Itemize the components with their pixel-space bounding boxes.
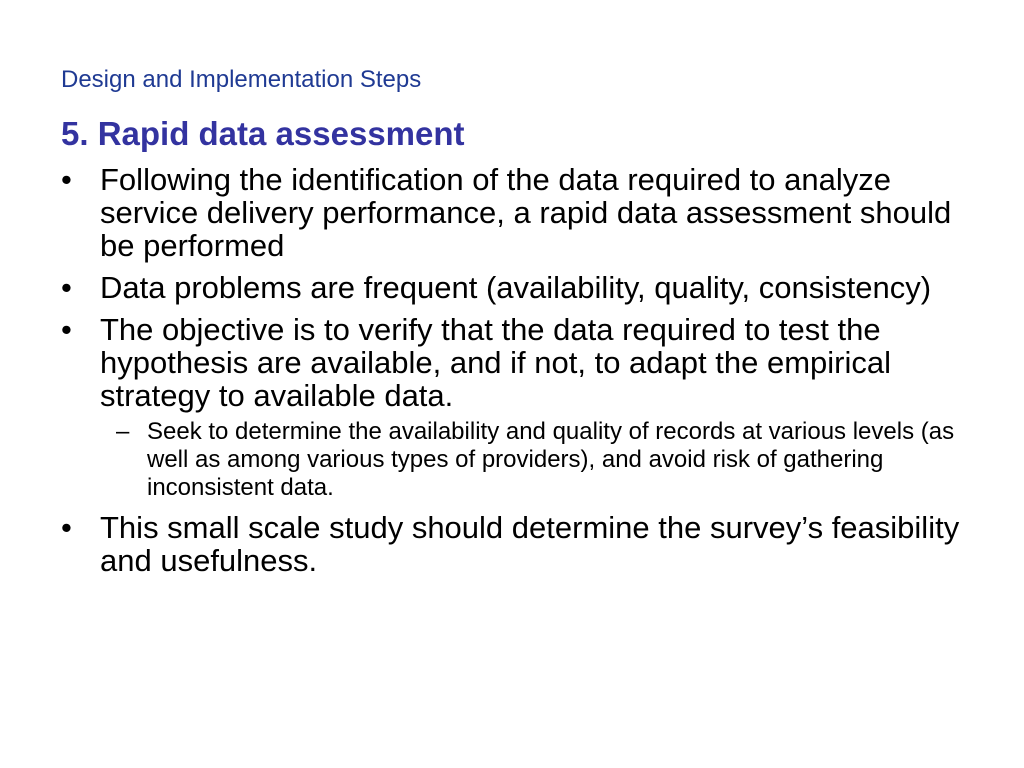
bullet-item — [61, 313, 981, 502]
bullet-text: Data problems are frequent (availability, quality, consistency) — [100, 270, 932, 305]
section-heading: 5. Rapid data assessment — [61, 115, 465, 152]
bullet-item — [61, 271, 981, 304]
sub-bullet-text: Seek to determine the availability and quality of records at various levels (as well as among various types of providers), and avoid risk of gathering inconsistent data. — [147, 418, 955, 501]
slide-title: Design and Implementation Steps — [61, 66, 422, 93]
sub-bullet-marker: – — [116, 418, 130, 445]
bullet-list — [61, 163, 981, 586]
bullet-marker: • — [61, 510, 72, 545]
bullet-marker: • — [61, 162, 72, 197]
bullet-item — [61, 163, 981, 262]
bullet-text: Following the identification of the data required to analyze service delivery performance, a rapid data assessment should be performed — [100, 162, 952, 263]
bullet-item — [61, 511, 981, 577]
sub-bullet-list — [100, 418, 981, 502]
bullet-marker: • — [61, 312, 72, 347]
sub-bullet-item — [100, 418, 981, 502]
bullet-text: This small scale study should determine the survey’s feasibility and usefulness. — [100, 510, 960, 578]
bullet-marker: • — [61, 270, 72, 305]
bullet-text: The objective is to verify that the data required to test the hypothesis are available, and if not, to adapt the empirical strategy to available data. — [100, 312, 891, 413]
